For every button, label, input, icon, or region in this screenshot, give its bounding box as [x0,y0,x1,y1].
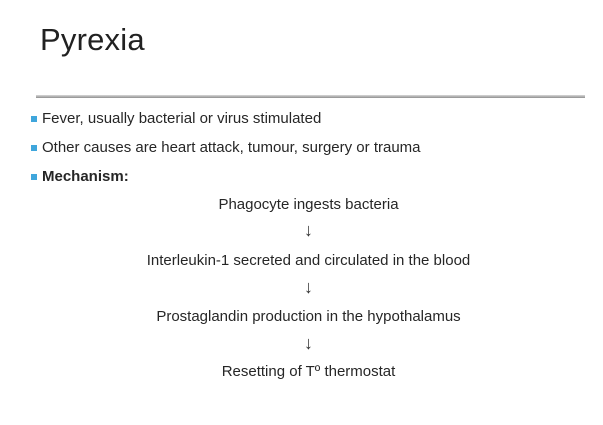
bullet-square-icon [31,145,37,151]
bullet-square-icon [31,116,37,122]
flow-step-thermostat: Resetting of Tº thermostat [221,363,396,380]
bullet-text: Mechanism: [42,168,129,185]
title-divider [36,95,585,98]
bullet-item [31,104,421,133]
slide-title: Pyrexia [40,22,145,57]
bullet-text: Fever, usually bacterial or virus stimulated [42,110,322,127]
bullet-list [31,104,421,191]
down-arrow-icon: ↓ [304,220,313,240]
down-arrow-icon: ↓ [304,333,313,353]
bullet-text: Other causes are heart attack, tumour, surgery or trauma [42,139,421,156]
bullet-square-icon [31,174,37,180]
down-arrow-icon: ↓ [304,277,313,297]
mechanism-flow [14,0,603,425]
flow-step-interleukin: Interleukin-1 secreted and circulated in the blood [146,252,471,269]
flow-step-phagocyte: Phagocyte ingests bacteria [218,196,399,213]
flow-step-prostaglandin: Prostaglandin production in the hypothalamus [156,308,461,325]
bullet-item-mechanism [31,162,421,191]
bullet-item [31,133,421,162]
